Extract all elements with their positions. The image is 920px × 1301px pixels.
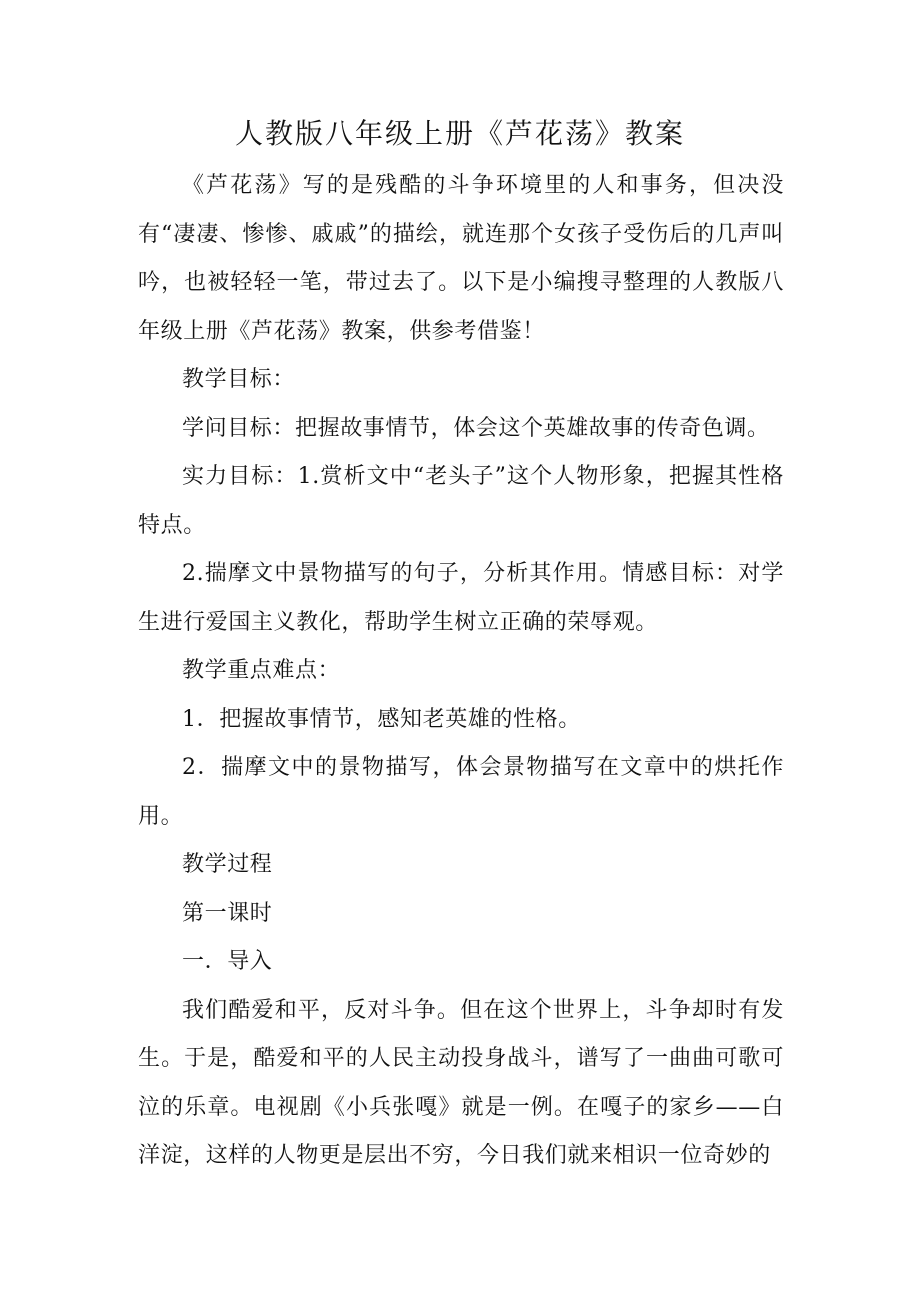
section-heading-introduction: 一．导入 [182, 949, 273, 974]
section-heading-first-lesson: 第一课时 [182, 900, 273, 926]
section-heading-teaching-goals: 教学目标： [182, 367, 296, 392]
document-body [138, 162, 784, 1181]
document-title: 人教版八年级上册《芦花荡》教案 [234, 117, 685, 150]
intro-paragraph: 《芦花荡》写的是残酷的斗争环境里的人和事务，但决没有“凄凄、惨惨、戚戚”的描绘，就连那个女孩子受伤后的几声叫吟，也被轻轻一笔，带过去了。以下是小编搜寻整理的人教版八年级上册《芦花荡》教案，供参考借鉴！ [138, 173, 784, 344]
ability-goal-paragraph: 实力目标：1.赏析文中“老头子”这个人物形象，把握其性格特点。 [138, 464, 784, 538]
knowledge-goal-paragraph: 学问目标：把握故事情节，体会这个英雄故事的传奇色调。 [182, 415, 770, 441]
key-point-2: 2．揣摩文中的景物描写，体会景物描写在文章中的烘托作用。 [138, 755, 784, 829]
key-point-1: 1．把握故事情节，感知老英雄的性格。 [182, 706, 581, 732]
section-heading-key-points: 教学重点难点： [182, 658, 341, 683]
ability-goal-item-2-paragraph: 2.揣摩文中景物描写的句子，分析其作用。情感目标：对学生进行爱国主义教化，帮助学生树立正确的荣辱观。 [138, 561, 784, 635]
section-heading-teaching-process: 教学过程 [182, 852, 273, 877]
introduction-paragraph: 我们酷爱和平，反对斗争。但在这个世界上，斗争却时有发生。于是，酷爱和平的人民主动投身战斗，谱写了一曲曲可歌可泣的乐章。电视剧《小兵张嘎》就是一例。在嘎子的家乡——白洋淀，这样的人物更是层出不穷，今日我们就来相识一位奇妙的 [138, 997, 784, 1168]
